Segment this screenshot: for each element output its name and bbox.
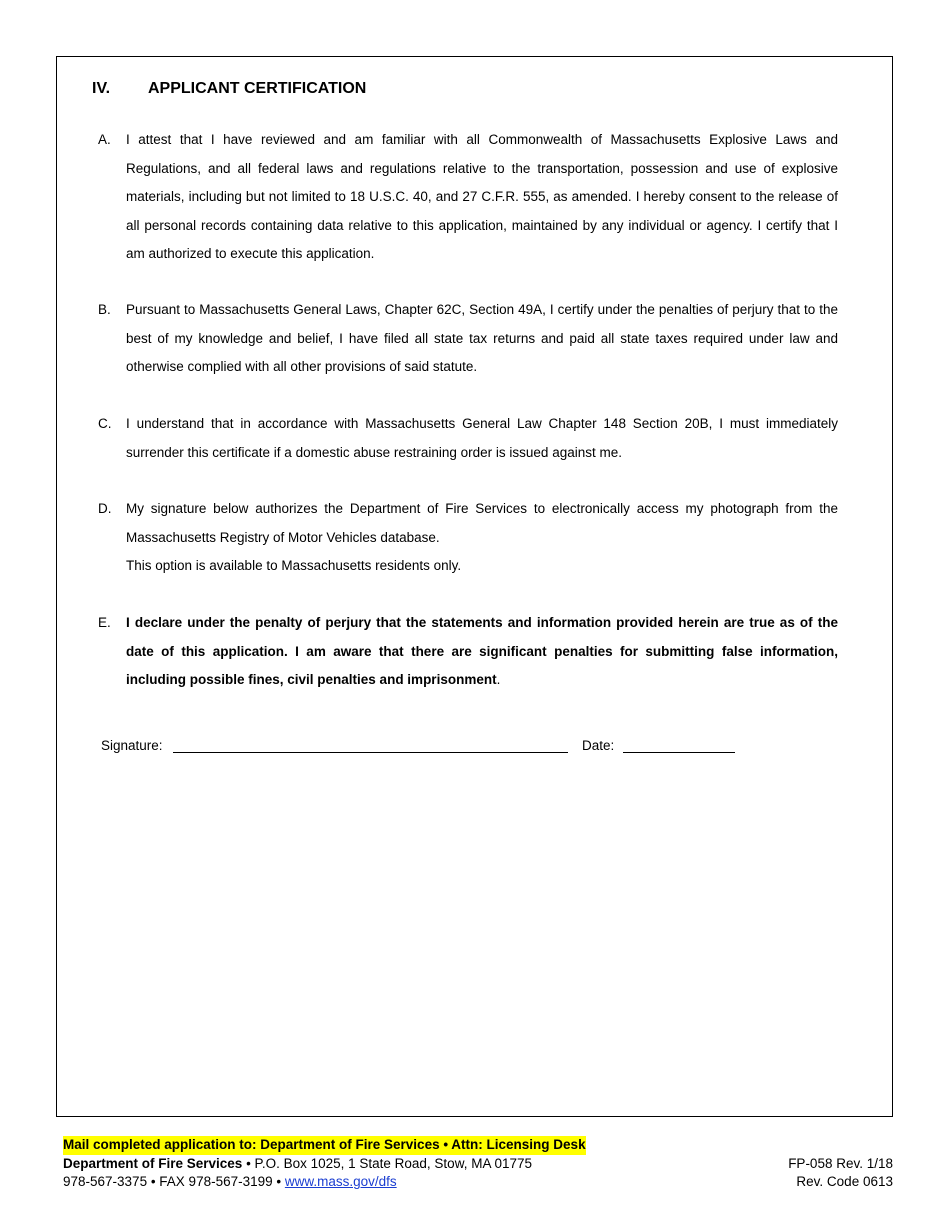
item-text: Pursuant to Massachusetts General Laws, Chapter 62C, Section 49A, I certify under the penalties of perjury that to the best of my knowledge and belief, I have filed all state tax returns and paid all state taxes required under law and otherwise complied with all other provisions of said statute. bbox=[126, 302, 838, 374]
item-trailing-period: . bbox=[496, 672, 501, 687]
signature-field[interactable] bbox=[173, 752, 568, 753]
footer bbox=[63, 1136, 893, 1192]
section-title: APPLICANT CERTIFICATION bbox=[148, 80, 367, 97]
department-name: Department of Fire Services bbox=[63, 1155, 243, 1171]
item-letter: B. bbox=[98, 302, 111, 317]
item-text: My signature below authorizes the Department of Fire Services to electronically access my photograph from the Massachusetts Registry of Motor Vehicles database. bbox=[126, 501, 838, 545]
revision-code: Rev. Code 0613 bbox=[796, 1174, 893, 1189]
certification-item-a bbox=[98, 126, 838, 269]
date-field[interactable] bbox=[623, 752, 735, 753]
form-codes bbox=[788, 1155, 893, 1192]
department-address: • P.O. Box 1025, 1 State Road, Stow, MA 01775 bbox=[242, 1155, 532, 1171]
item-letter: D. bbox=[98, 501, 112, 516]
item-text: I declare under the penalty of perjury that the statements and information provided herein are true as of the date of this application. I am aware that there are significant penalties for submitting false information, including possible fines, civil penalties and imprisonment bbox=[126, 615, 838, 687]
website-link[interactable]: www.mass.gov/dfs bbox=[284, 1174, 397, 1189]
item-note: This option is available to Massachusetts residents only. bbox=[126, 558, 462, 573]
certification-item-d bbox=[98, 495, 838, 581]
item-text: I understand that in accordance with Massachusetts General Law Chapter 148 Section 20B, I must immediately surrender this certificate if a domestic abuse restraining order is issued against me. bbox=[126, 416, 838, 460]
item-text: I attest that I have reviewed and am familiar with all Commonwealth of Massachusetts Explosive Laws and Regulations, and all federal laws and regulations relative to the transportation, possession and use of explosive materials, including but not limited to 18 U.S.C. 40, and 27 C.F.R. 555, as amended. I hereby consent to the release of all personal records containing data relative to this application, maintained by any individual or agency. I certify that I am authorized to execute this application. bbox=[126, 132, 838, 261]
contact-phone-fax: 978-567-3375 • FAX 978-567-3199 • bbox=[63, 1174, 285, 1189]
mail-instructions: Mail completed application to: Department of Fire Services • Attn: Licensing Desk bbox=[63, 1136, 586, 1155]
certification-item-b bbox=[98, 296, 838, 382]
signature-label: Signature: bbox=[101, 738, 163, 753]
item-letter: C. bbox=[98, 416, 112, 431]
date-label: Date: bbox=[582, 738, 615, 753]
section-heading bbox=[92, 80, 366, 98]
certification-item-e bbox=[98, 609, 838, 695]
item-letter: E. bbox=[98, 615, 111, 630]
item-letter: A. bbox=[98, 132, 111, 147]
section-number: IV. bbox=[92, 80, 111, 97]
form-number: FP-058 Rev. 1/18 bbox=[788, 1155, 893, 1171]
certification-item-c bbox=[98, 410, 838, 467]
